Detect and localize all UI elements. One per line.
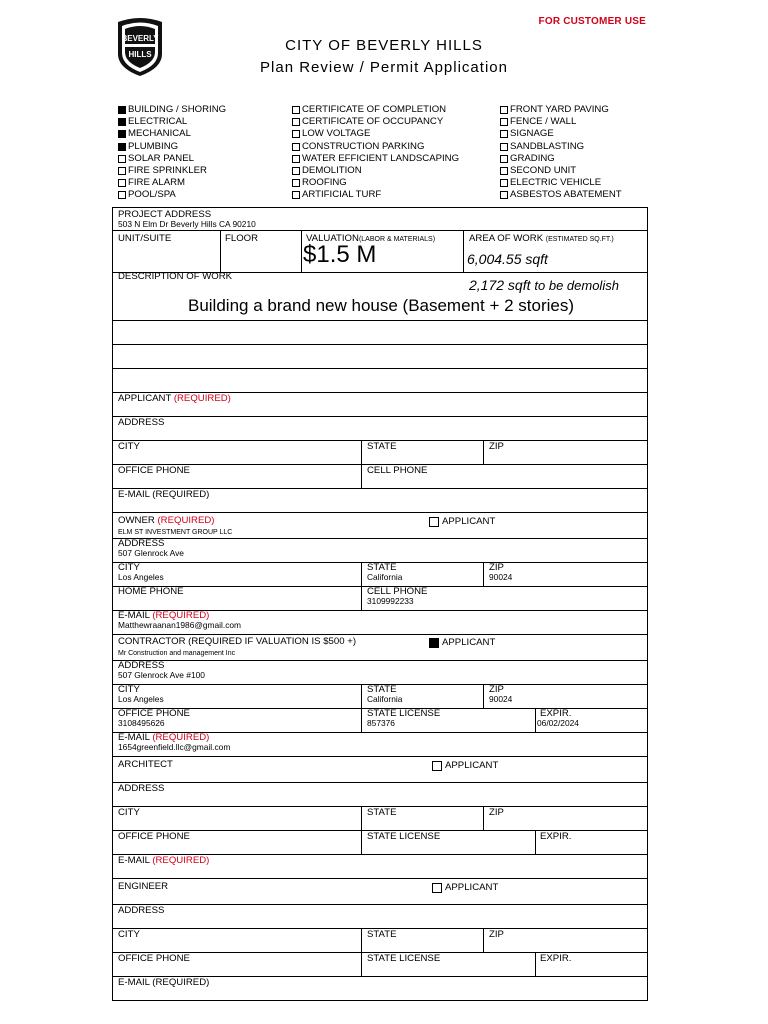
contractor-label: CONTRACTOR (REQUIRED IF VALUATION IS $500 +)	[118, 636, 357, 647]
permit-checkbox-label: DEMOLITION	[302, 164, 362, 176]
logo-text-hills: HILLS	[128, 50, 152, 59]
checkbox-icon	[500, 106, 508, 114]
checkbox-icon	[118, 179, 126, 187]
permit-checkbox-label: WATER EFFICIENT LANDSCAPING	[302, 152, 460, 164]
checkbox-checked-icon	[429, 638, 439, 648]
applicant-email-label: E-MAIL (REQUIRED)	[118, 489, 210, 500]
contractor-state-label: STATE	[367, 684, 397, 695]
area-of-work-label: AREA OF WORK (ESTIMATED SQ.FT.)	[469, 233, 614, 244]
permit-checkbox-pool-spa[interactable]	[118, 189, 226, 201]
engineer-office-phone-label: OFFICE PHONE	[118, 953, 190, 964]
contractor-email-value[interactable]: 1654greenfield.llc@gmail.com	[118, 742, 231, 752]
applicant-zip-label: ZIP	[489, 441, 504, 452]
description-value[interactable]: Building a brand new house (Basement + 2 stories)	[187, 296, 575, 315]
contractor-zip-label: ZIP	[489, 684, 504, 695]
owner-email-value[interactable]: Matthewraanan1986@gmail.com	[118, 620, 242, 630]
contractor-name-value[interactable]: Mr Construction and management Inc	[118, 650, 236, 657]
permit-checkbox-electric-vehicle[interactable]	[500, 177, 622, 189]
permit-checkbox-front-yard-paving[interactable]	[500, 104, 622, 116]
permit-checkbox-label: FIRE ALARM	[128, 177, 186, 189]
engineer-state-label: STATE	[367, 929, 397, 940]
permit-checkbox-label: MECHANICAL	[128, 128, 191, 140]
logo-text-beverly: BEVERLY	[121, 34, 159, 43]
checkbox-icon	[432, 761, 442, 771]
permit-checkbox-label: SOLAR PANEL	[128, 152, 194, 164]
checkbox-icon	[500, 143, 508, 151]
permit-checkbox-low-voltage[interactable]	[292, 128, 459, 140]
checkbox-icon	[429, 517, 439, 527]
permit-checkbox-label: CONSTRUCTION PARKING	[302, 140, 425, 152]
contractor-city-value[interactable]: Los Angeles	[118, 694, 164, 704]
contractor-address-label: ADDRESS	[118, 660, 165, 671]
permit-checkbox-label: CERTIFICATE OF COMPLETION	[302, 104, 447, 115]
permit-checkbox-label: FENCE / WALL	[510, 116, 577, 128]
checkbox-icon	[292, 179, 300, 187]
owner-city-value[interactable]: Los Angeles	[118, 572, 164, 582]
owner-name-value[interactable]: ELM ST INVESTMENT GROUP LLC	[118, 529, 233, 536]
checkbox-icon	[500, 130, 508, 138]
owner-address-label: ADDRESS	[118, 538, 165, 549]
checkbox-icon	[292, 167, 300, 175]
checkbox-checked-icon	[118, 106, 126, 114]
engineer-city-label: CITY	[118, 929, 140, 940]
permit-checkbox-label: ELECTRIC VEHICLE	[510, 177, 602, 189]
form-title: Plan Review / Permit Application	[260, 59, 508, 76]
architect-office-phone-label: OFFICE PHONE	[118, 831, 190, 842]
floor-label: FLOOR	[225, 233, 259, 244]
owner-home-phone-label: HOME PHONE	[118, 586, 184, 597]
contractor-expir-value[interactable]: 06/02/2024	[537, 718, 579, 728]
engineer-applicant-checkbox[interactable]: APPLICANT	[432, 882, 498, 893]
permit-checkbox-label: SECOND UNIT	[510, 164, 577, 176]
checkbox-icon	[500, 118, 508, 126]
permit-checkbox-artificial-turf[interactable]	[292, 189, 459, 201]
contractor-email-label: E-MAIL (REQUIRED)	[118, 732, 210, 743]
permit-types-col-2	[292, 104, 459, 202]
applicant-label: APPLICANT (REQUIRED)	[118, 393, 231, 404]
permit-checkbox-label: FIRE SPRINKLER	[128, 164, 207, 176]
permit-checkbox-label: BUILDING / SHORING	[128, 104, 227, 115]
city-title: CITY OF BEVERLY HILLS	[285, 37, 483, 54]
applicant-city-label: CITY	[118, 441, 140, 452]
applicant-state-label: STATE	[367, 441, 397, 452]
architect-label: ARCHITECT	[118, 759, 173, 770]
contractor-state-value[interactable]: California	[367, 694, 403, 704]
checkbox-checked-icon	[118, 143, 126, 151]
permit-checkbox-fire-sprinkler[interactable]	[118, 165, 226, 177]
applicant-address-label: ADDRESS	[118, 417, 165, 428]
architect-applicant-checkbox[interactable]: APPLICANT	[432, 760, 498, 771]
permit-checkbox-plumbing[interactable]	[118, 141, 226, 153]
permit-checkbox-label: LOW VOLTAGE	[302, 128, 371, 140]
project-address-label: PROJECT ADDRESS	[118, 209, 212, 220]
contractor-city-label: CITY	[118, 684, 140, 695]
permit-checkbox-certificate-of-occupancy[interactable]	[292, 116, 459, 128]
permit-checkbox-sandblasting[interactable]	[500, 141, 622, 153]
checkbox-icon	[292, 143, 300, 151]
permit-form	[112, 207, 648, 1001]
checkbox-icon	[292, 106, 300, 114]
permit-checkbox-label: GRADING	[510, 152, 555, 164]
owner-state-value[interactable]: California	[367, 572, 403, 582]
permit-checkbox-fence-wall[interactable]	[500, 116, 622, 128]
permit-types-col-3	[500, 104, 622, 202]
permit-checkbox-label: SIGNAGE	[510, 128, 554, 140]
permit-checkbox-solar-panel[interactable]	[118, 153, 226, 165]
owner-address-value[interactable]: 507 Glenrock Ave	[118, 548, 184, 558]
permit-types-col-1	[118, 104, 226, 202]
checkbox-icon	[500, 179, 508, 187]
architect-expir-label: EXPIR.	[540, 831, 572, 842]
permit-checkbox-electrical[interactable]	[118, 116, 226, 128]
owner-city-label: CITY	[118, 562, 140, 573]
permit-checkbox-second-unit[interactable]	[500, 165, 622, 177]
permit-checkbox-roofing[interactable]	[292, 177, 459, 189]
permit-checkbox-building-shoring[interactable]	[118, 104, 226, 116]
architect-zip-label: ZIP	[489, 807, 504, 818]
owner-zip-value[interactable]: 90024	[489, 572, 513, 582]
architect-city-label: CITY	[118, 807, 140, 818]
contractor-expir-label: EXPIR.	[540, 708, 572, 719]
checkbox-icon	[118, 155, 126, 163]
permit-checkbox-label: ROOFING	[302, 177, 347, 189]
permit-checkbox-label: ELECTRICAL	[128, 116, 188, 128]
permit-checkbox-demolition[interactable]	[292, 165, 459, 177]
engineer-address-label: ADDRESS	[118, 905, 165, 916]
permit-checkbox-water-efficient-landscaping[interactable]	[292, 153, 459, 165]
checkbox-icon	[292, 118, 300, 126]
valuation-label: VALUATION(LABOR & MATERIALS)	[306, 233, 436, 244]
checkbox-icon	[500, 167, 508, 175]
permit-checkbox-signage[interactable]	[500, 128, 622, 140]
permit-checkbox-grading[interactable]	[500, 153, 622, 165]
contractor-address-value[interactable]: 507 Glenrock Ave #100	[118, 670, 205, 680]
checkbox-icon	[292, 130, 300, 138]
owner-email-label: E-MAIL (REQUIRED)	[118, 610, 210, 621]
permit-checkbox-label: POOL/SPA	[128, 189, 176, 201]
applicant-cell-phone-label: CELL PHONE	[367, 465, 428, 476]
permit-checkbox-label: ASBESTOS ABATEMENT	[510, 189, 622, 201]
owner-cell-phone-label: CELL PHONE	[367, 586, 428, 597]
architect-email-label: E-MAIL (REQUIRED)	[118, 855, 210, 866]
owner-zip-label: ZIP	[489, 562, 504, 573]
permit-checkbox-label: SANDBLASTING	[510, 140, 585, 152]
engineer-email-label: E-MAIL (REQUIRED)	[118, 977, 210, 988]
checkbox-icon	[118, 167, 126, 175]
architect-license-label: STATE LICENSE	[367, 831, 441, 842]
applicant-office-phone-label: OFFICE PHONE	[118, 465, 190, 476]
checkbox-icon	[432, 883, 442, 893]
owner-state-label: STATE	[367, 562, 397, 573]
permit-checkbox-label: PLUMBING	[128, 140, 179, 152]
engineer-license-label: STATE LICENSE	[367, 953, 441, 964]
contractor-license-label: STATE LICENSE	[367, 708, 441, 719]
contractor-office-phone-value[interactable]: 3108495626	[118, 718, 165, 728]
checkbox-icon	[500, 191, 508, 199]
permit-checkbox-construction-parking[interactable]	[292, 141, 459, 153]
project-address-value[interactable]: 503 N Elm Dr Beverly Hills CA 90210	[118, 219, 256, 229]
unit-suite-label: UNIT/SUITE	[118, 233, 172, 244]
description-label: DESCRIPTION OF WORK	[118, 271, 233, 282]
permit-checkbox-label: ARTIFICIAL TURF	[302, 189, 382, 201]
architect-address-label: ADDRESS	[118, 783, 165, 794]
contractor-office-phone-label: OFFICE PHONE	[118, 708, 190, 719]
checkbox-icon	[500, 155, 508, 163]
permit-checkbox-asbestos-abatement[interactable]	[500, 189, 622, 201]
checkbox-icon	[118, 191, 126, 199]
architect-state-label: STATE	[367, 807, 397, 818]
permit-checkbox-fire-alarm[interactable]	[118, 177, 226, 189]
permit-checkbox-mechanical[interactable]	[118, 128, 226, 140]
customer-use-label: FOR CUSTOMER USE	[538, 16, 646, 27]
owner-applicant-checkbox[interactable]: APPLICANT	[429, 516, 495, 527]
checkbox-checked-icon	[118, 130, 126, 138]
checkbox-icon	[292, 155, 300, 163]
valuation-value[interactable]: $1.5 M	[303, 241, 377, 268]
permit-checkbox-label: CERTIFICATE OF OCCUPANCY	[302, 116, 444, 128]
permit-checkbox-certificate-of-completion[interactable]	[292, 104, 459, 116]
checkbox-icon	[292, 191, 300, 199]
permit-checkbox-label: FRONT YARD PAVING	[510, 104, 609, 115]
engineer-expir-label: EXPIR.	[540, 953, 572, 964]
demolish-note[interactable]: 2,172 sqft to be demolish	[469, 277, 619, 293]
contractor-zip-value[interactable]: 90024	[489, 694, 513, 704]
contractor-license-value[interactable]: 857376	[367, 718, 395, 728]
engineer-zip-label: ZIP	[489, 929, 504, 940]
contractor-applicant-checkbox[interactable]: APPLICANT	[429, 637, 495, 648]
area-of-work-value[interactable]: 6,004.55 sqft	[467, 251, 548, 267]
owner-label: OWNER (REQUIRED)	[118, 515, 215, 526]
owner-cell-phone-value[interactable]: 3109992233	[367, 596, 414, 606]
engineer-label: ENGINEER	[118, 881, 169, 892]
checkbox-checked-icon	[118, 118, 126, 126]
